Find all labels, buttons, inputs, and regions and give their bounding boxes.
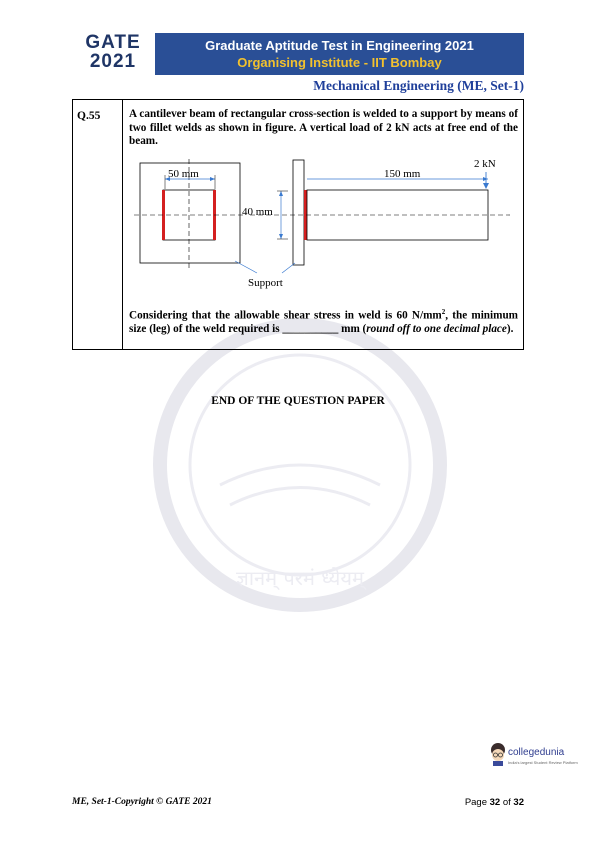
page-current: 32 (489, 797, 501, 808)
length-dimension-label: 150 mm (384, 168, 421, 180)
width-dimension-label: 50 mm (168, 168, 199, 180)
question-text-2-sup: 2 (441, 308, 446, 316)
subject-title: Mechanical Engineering (ME, Set-1) (313, 78, 524, 93)
question-text-2a: Considering that the allowable shear stress in weld is 60 N/mm (129, 309, 442, 322)
gate-logo (72, 33, 154, 75)
question-text-2b: , the minimum size (leg) of the weld required is __________ mm ( (129, 309, 518, 336)
weld-figure (130, 155, 520, 295)
watermark-motto: ज्ञानम् परमं ध्येयम् (236, 566, 364, 590)
question-divider (122, 99, 123, 350)
logo-line1: GATE (85, 32, 141, 53)
page-sep: of (500, 797, 514, 808)
footer-copyright: ME, Set-1-Copyright © GATE 2021 (72, 797, 212, 807)
collegedunia-mascot-icon (488, 742, 508, 766)
header-banner (155, 33, 524, 75)
banner-title: Graduate Aptitude Test in Engineering 2021 (205, 38, 474, 53)
question-text-2c: ). (506, 323, 514, 336)
end-of-paper: END OF THE QUESTION PAPER (211, 395, 385, 407)
question-text-part2 (129, 306, 518, 337)
support-plate-side (293, 160, 304, 265)
load-label: 2 kN (474, 158, 496, 170)
page-prefix: Page (464, 797, 490, 808)
question-text: A cantilever beam of rectangular cross-section is welded to a support by means of two fillet welds as shown in figure. A vertical load of 2 kN acts at free end of the beam. (129, 108, 518, 147)
page-number (440, 797, 524, 808)
page-total: 32 (513, 797, 524, 808)
question-number: Q.55 (77, 110, 101, 122)
brand-tagline: India's largest Student Review Platform (508, 760, 578, 765)
logo-line2: 2021 (89, 51, 137, 72)
question-text-2-italic: round off to one decimal place (366, 323, 507, 336)
banner-subtitle: Organising Institute - IIT Bombay (237, 55, 442, 70)
height-dimension-label: 40 mm (242, 206, 273, 218)
support-label: Support (248, 277, 283, 289)
brand-name: collegedunia (508, 747, 565, 758)
